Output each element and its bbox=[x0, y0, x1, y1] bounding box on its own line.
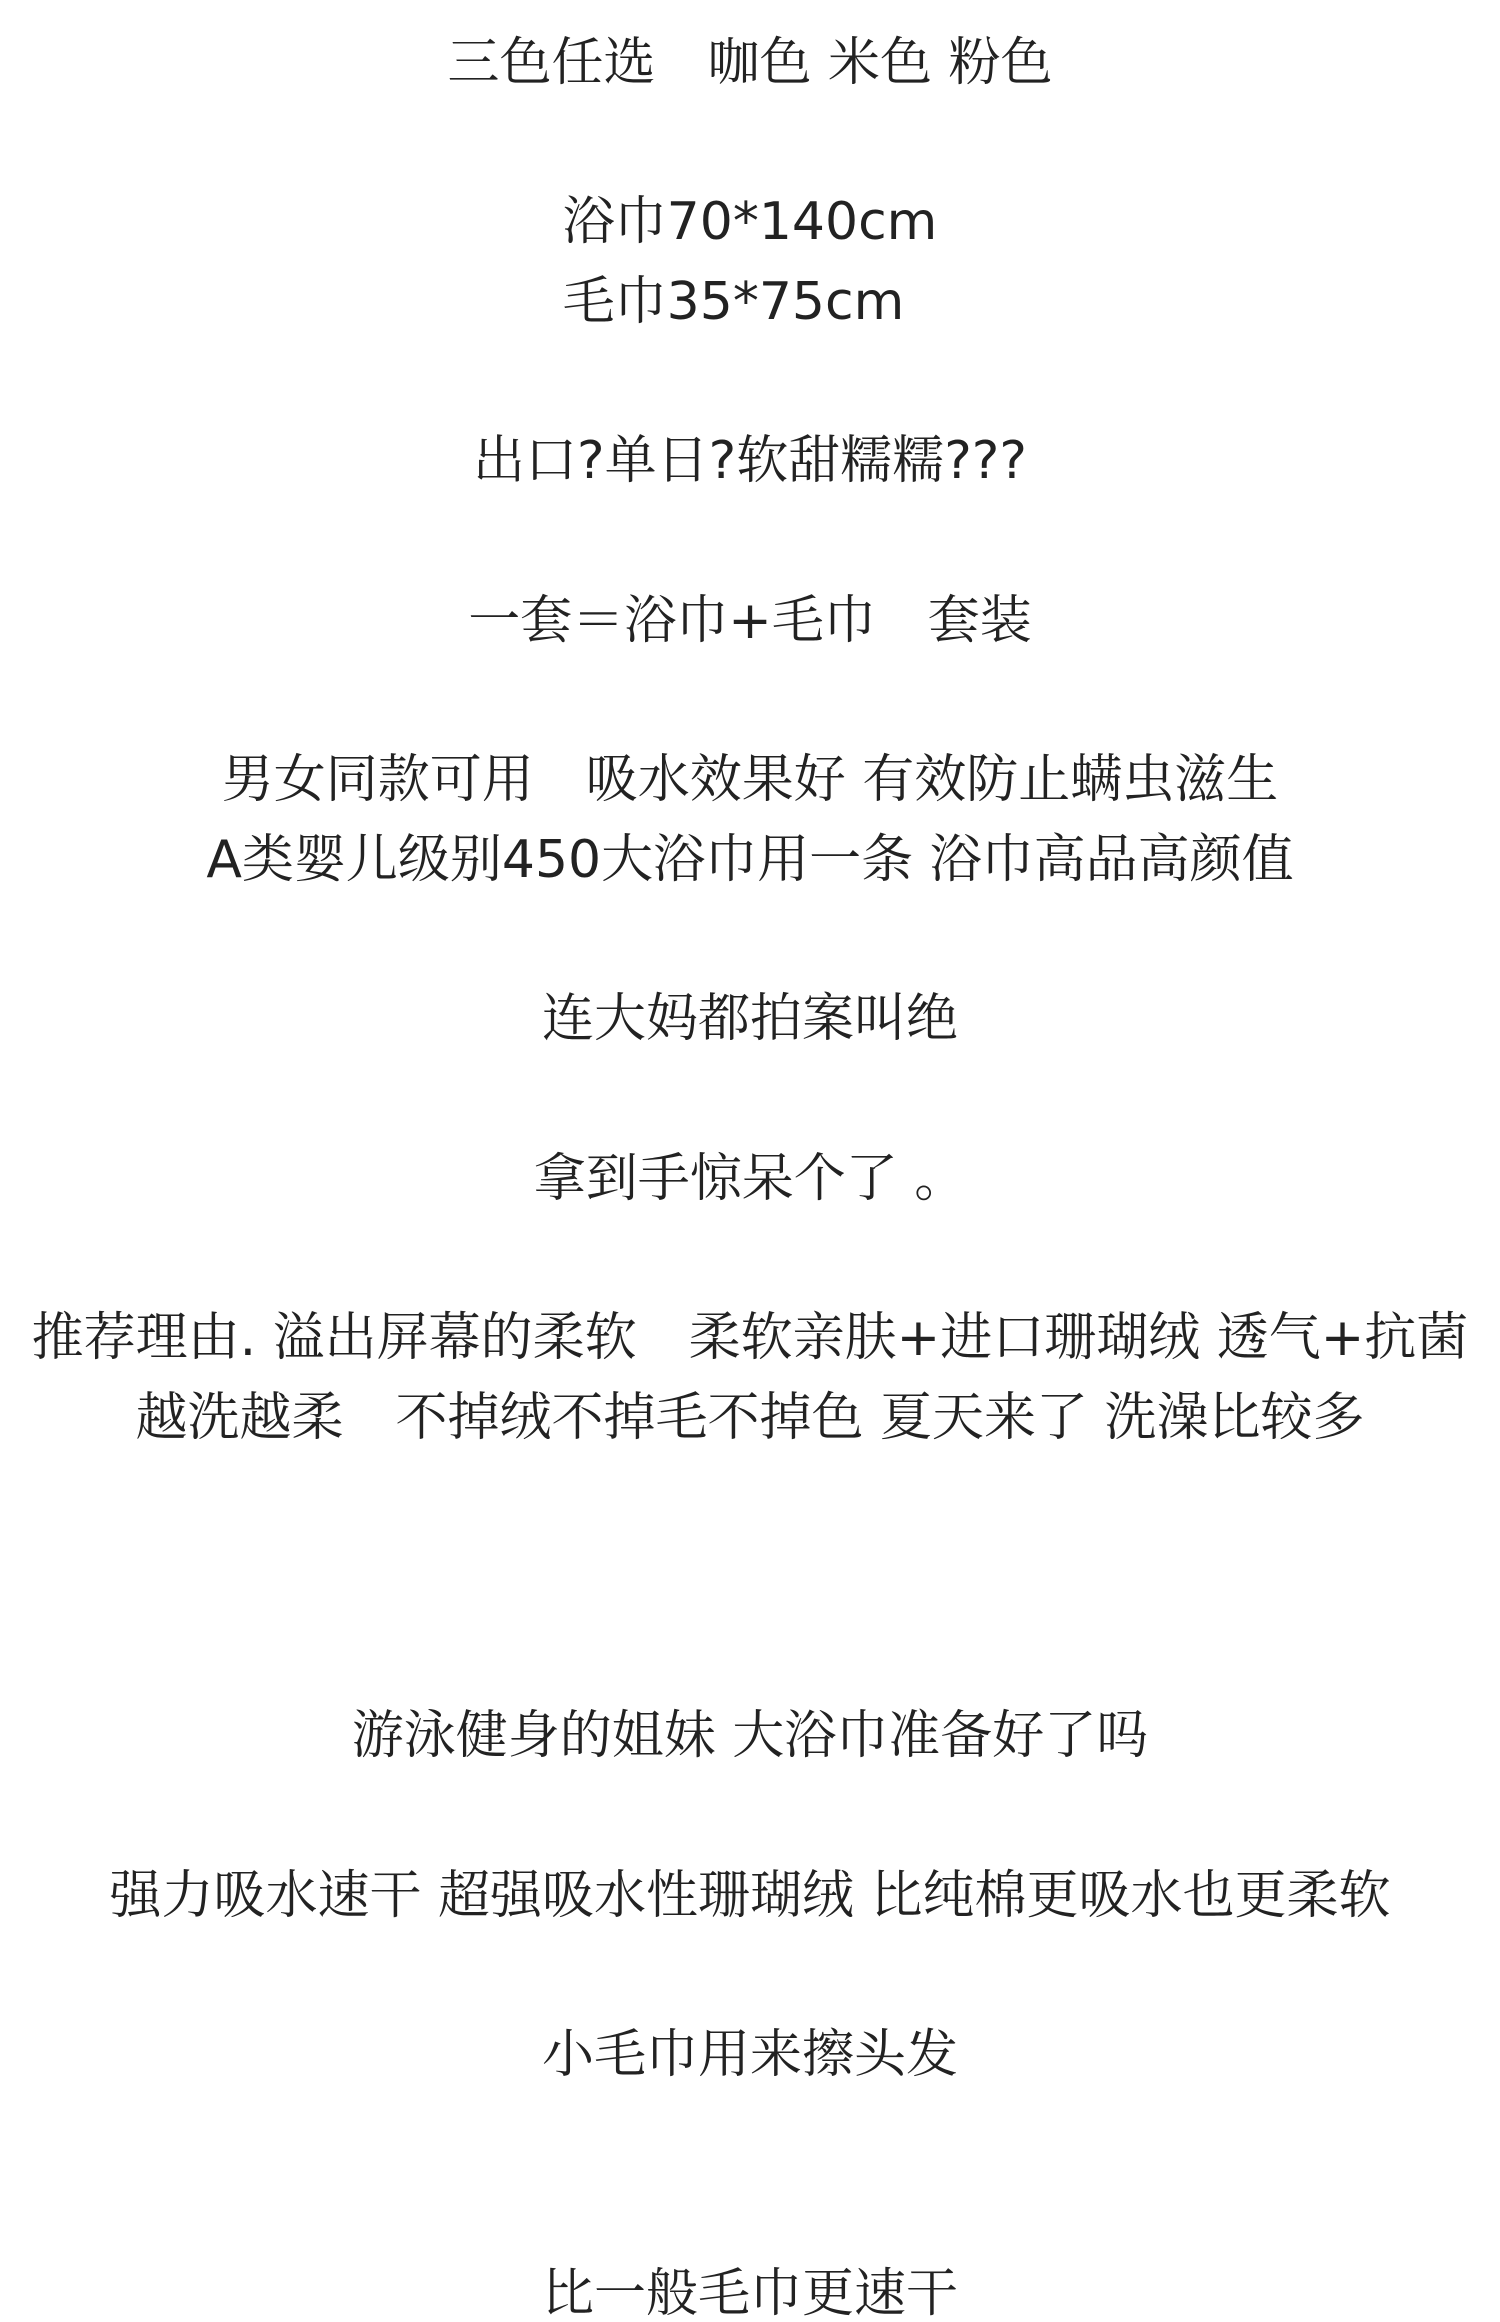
absorbency-paragraph bbox=[0, 1857, 1500, 1937]
hair-towel-paragraph bbox=[0, 2016, 1500, 2096]
fitness-line: 游泳健身的姐妹 大浴巾准备好了吗 bbox=[351, 1706, 1149, 1767]
face-towel-size-line: 毛巾35*75cm bbox=[562, 272, 905, 333]
reasons-line: 推荐理由. 溢出屏幕的柔软 柔软亲肤+进口珊瑚绒 透气+抗菌 bbox=[31, 1308, 1469, 1369]
hair-towel-line: 小毛巾用来擦头发 bbox=[541, 2025, 958, 2086]
size-list bbox=[563, 183, 938, 342]
set-contents-paragraph bbox=[0, 582, 1500, 662]
quick-dry-paragraph bbox=[0, 2255, 1500, 2321]
origin-paragraph bbox=[0, 422, 1500, 502]
surprise-line: 拿到手惊呆个了 。 bbox=[533, 1148, 967, 1209]
washing-line: 越洗越柔 不掉绒不掉毛不掉色 夏天来了 洗澡比较多 bbox=[135, 1387, 1365, 1448]
reasons-paragraph bbox=[0, 1299, 1500, 1458]
color-options-paragraph bbox=[0, 24, 1500, 104]
set-contents-line: 一套＝浴巾+毛巾 套装 bbox=[468, 590, 1032, 651]
size-paragraph bbox=[0, 183, 1500, 342]
color-options-line: 三色任选 咖色 米色 粉色 bbox=[447, 33, 1053, 93]
features-line: 男女同款可用 吸水效果好 有效防止螨虫滋生 bbox=[221, 750, 1279, 811]
fitness-paragraph bbox=[0, 1697, 1500, 1777]
grade-line: A类婴儿级别450大浴巾用一条 浴巾高品高颜值 bbox=[206, 829, 1294, 890]
praise-paragraph bbox=[0, 980, 1500, 1060]
features-paragraph bbox=[0, 741, 1500, 900]
origin-line: 出口?单日?软甜糯糯??? bbox=[473, 431, 1027, 492]
bath-towel-size-line: 浴巾70*140cm bbox=[562, 192, 938, 253]
praise-line: 连大妈都拍案叫绝 bbox=[541, 989, 958, 1050]
surprise-paragraph bbox=[0, 1140, 1500, 1220]
absorbency-line: 强力吸水速干 超强吸水性珊瑚绒 比纯棉更吸水也更柔软 bbox=[109, 1865, 1391, 1926]
quick-dry-line: 比一般毛巾更速干 bbox=[541, 2264, 958, 2322]
